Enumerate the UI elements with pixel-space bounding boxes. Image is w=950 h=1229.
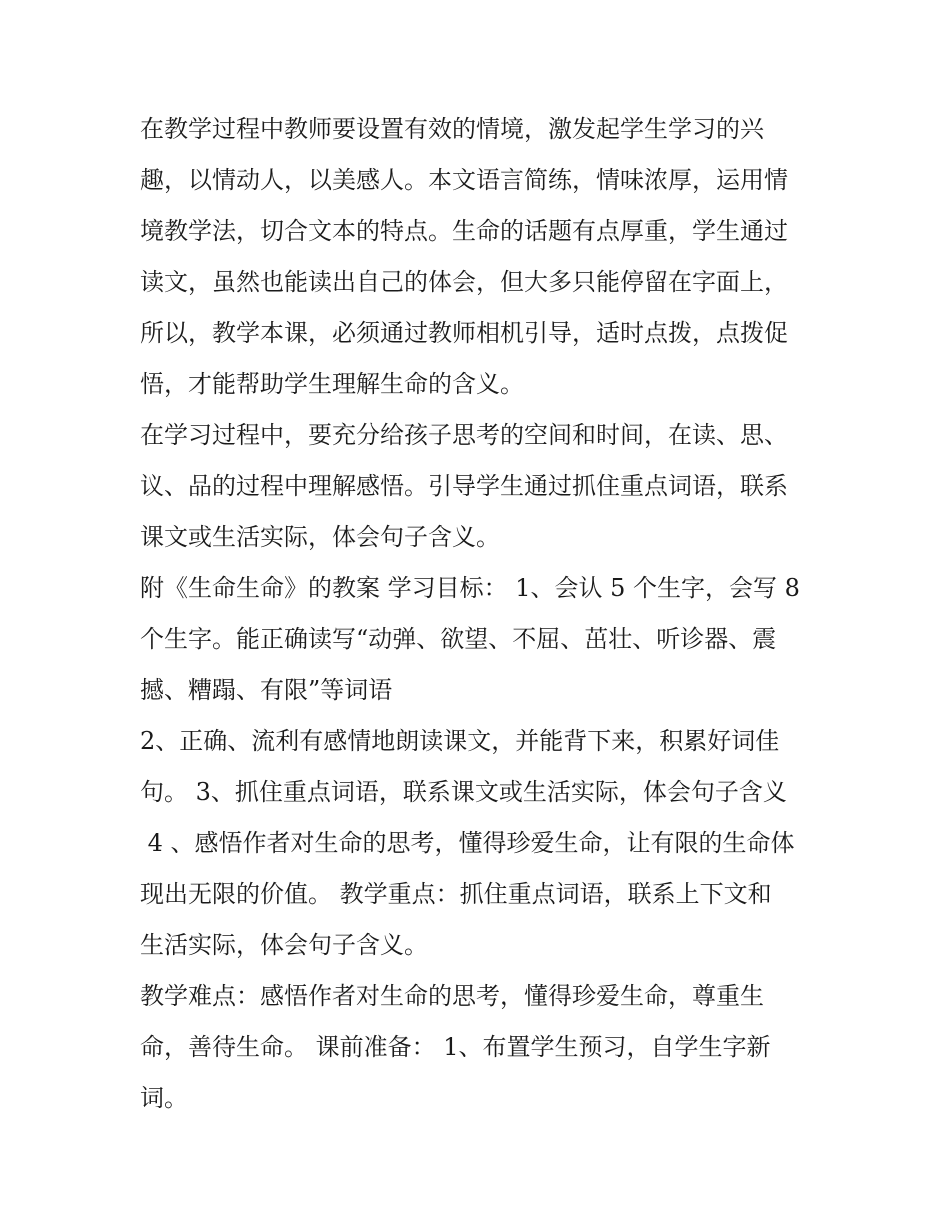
text-line: 悟，才能帮助学生理解生命的含义。: [140, 370, 524, 398]
text-line: 撼、糟蹋、有限”等词语: [140, 676, 393, 704]
text-line: 附《生命生命》的教案 学习目标： 1、会认 5 个生字，会写 8: [140, 574, 800, 602]
text-line: 趣，以情动人，以美感人。本文语言简练，情味浓厚，运用情: [140, 166, 788, 194]
text-line: 在教学过程中教师要设置有效的情境，激发起学生学习的兴: [140, 115, 764, 143]
text-line: 词。: [140, 1084, 188, 1112]
text-line: 个生字。能正确读写“动弹、欲望、不屈、茁壮、听诊器、震: [140, 625, 777, 653]
text-line: 2、正确、流利有感情地朗读课文，并能背下来，积累好词佳: [140, 727, 780, 755]
text-line: 命，善待生命。 课前准备： 1、布置学生预习，自学生字新: [140, 1033, 771, 1061]
document-body: [140, 104, 820, 1124]
text-line: 4 、感悟作者对生命的思考，懂得珍爱生命，让有限的生命体: [140, 829, 795, 857]
text-line: 句。 3、抓住重点词语，联系课文或生活实际，体会句子含义: [140, 778, 787, 806]
text-line: 议、品的过程中理解感悟。引导学生通过抓住重点词语，联系: [140, 472, 788, 500]
text-line: 教学难点：感悟作者对生命的思考，懂得珍爱生命，尊重生: [140, 982, 764, 1010]
text-line: 在学习过程中，要充分给孩子思考的空间和时间，在读、思、: [140, 421, 788, 449]
text-line: 境教学法，切合文本的特点。生命的话题有点厚重，学生通过: [140, 217, 788, 245]
text-line: 读文，虽然也能读出自己的体会，但大多只能停留在字面上，: [140, 268, 788, 296]
text-line: 现出无限的价值。 教学重点：抓住重点词语，联系上下文和: [140, 880, 772, 908]
text-line: 课文或生活实际，体会句子含义。: [140, 523, 500, 551]
text-line: 生活实际，体会句子含义。: [140, 931, 428, 959]
text-line: 所以，教学本课，必须通过教师相机引导，适时点拨，点拨促: [140, 319, 788, 347]
